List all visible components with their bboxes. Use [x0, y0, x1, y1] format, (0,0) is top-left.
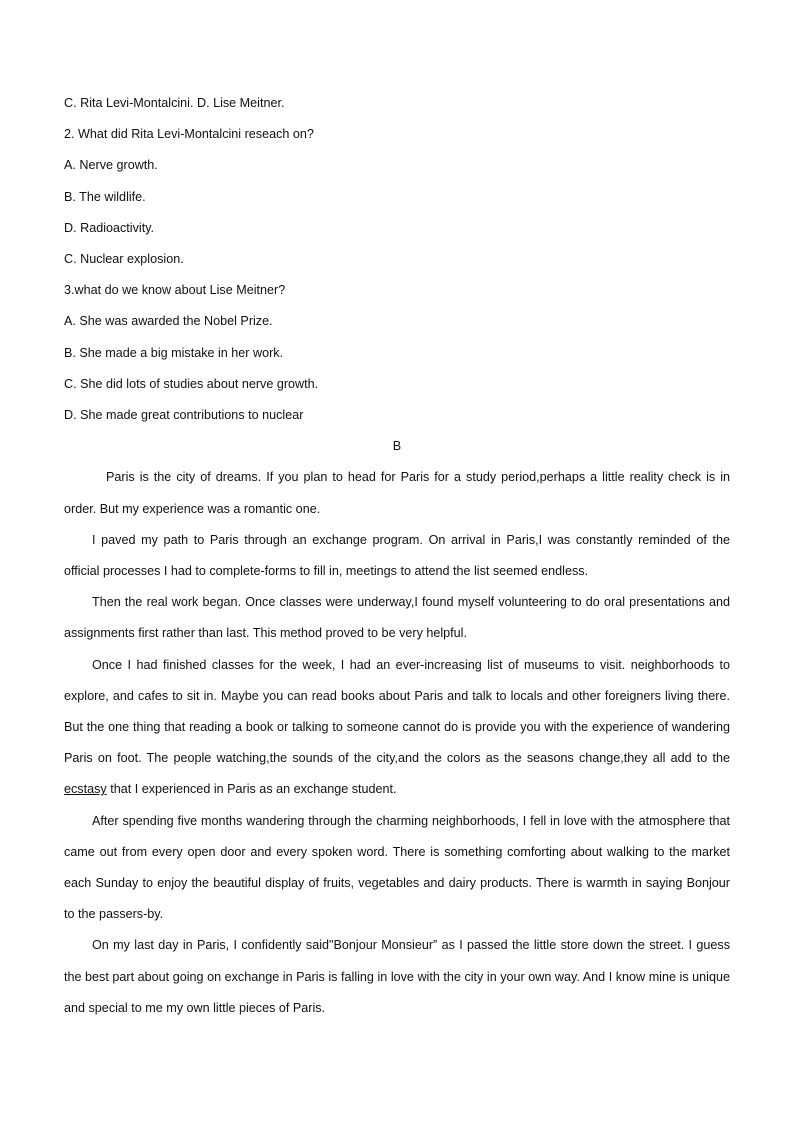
paragraph-4-text-before: Once I had finished classes for the week, I had an ever-increasing list of museums to visit. neighborhoods to explore, and cafes to sit in. Maybe you can read books about Paris and talk to locals and other foreigners living there. But the one thing that reading a book or talking to someone cannot do is provide you with the experience of wandering Paris on foot. The people watching,the sounds of the city,and the colors as the seasons change,they all add to the — [64, 657, 730, 766]
question-1-options-tail: C. Rita Levi-Montalcini. D. Lise Meitner. — [64, 96, 285, 110]
question-2-stem: 2. What did Rita Levi-Montalcini reseach on? — [64, 127, 314, 142]
underlined-word: ecstasy — [64, 782, 107, 797]
passage-paragraph-1: Paris is the city of dreams. If you plan to head for Paris for a study period,perhaps a little reality check is in order. But my experience was a romantic one. — [64, 470, 730, 516]
passage-b-label: B — [392, 439, 402, 454]
question-3-option: C. She did lots of studies about nerve growth. — [64, 376, 319, 391]
passage-paragraph-4 — [64, 650, 730, 806]
question-2-option: A. Nerve growth. — [64, 158, 158, 173]
question-2-option: B. The wildlife. — [64, 189, 146, 204]
question-2-option: D. Radioactivity. — [64, 220, 155, 235]
passage-paragraph-6: On my last day in Paris, I confidently said"Bonjour Monsieur” as I passed the little store down the street. I guess the best part about going on exchange in Paris is falling in love with the city in your own way. And I know mine is unique and special to me my own little pieces of Paris. — [64, 938, 730, 1015]
question-3-option: A. She was awarded the Nobel Prize. — [64, 314, 273, 329]
question-3-stem: 3.what do we know about Lise Meitner? — [64, 283, 286, 298]
question-2-option: C. Nuclear explosion. — [64, 252, 184, 267]
question-3-option: B. She made a big mistake in her work. — [64, 345, 284, 360]
passage-paragraph-2: I paved my path to Paris through an exchange program. On arrival in Paris,I was constantly reminded of the official processes I had to complete-forms to fill in, meetings to attend the list seemed endless. — [64, 532, 730, 579]
question-3-option: D. She made great contributions to nuclear — [64, 408, 304, 423]
passage-paragraph-3: Then the real work began. Once classes were underway,I found myself volunteering to do oral presentations and assignments first rather than last. This method proved to be very helpful. — [64, 595, 730, 641]
passage-paragraph-5: After spending five months wandering through the charming neighborhoods, I fell in love with the atmosphere that came out from every open door and every spoken word. There is something comforting about walking to the market each Sunday to enjoy the beautiful display of fruits, vegetables and dairy products. There is warmth in saying Bonjour to the passers-by. — [64, 813, 730, 922]
document-page — [64, 88, 730, 1024]
paragraph-4-text-after: that I experienced in Paris as an exchange student. — [110, 782, 397, 797]
